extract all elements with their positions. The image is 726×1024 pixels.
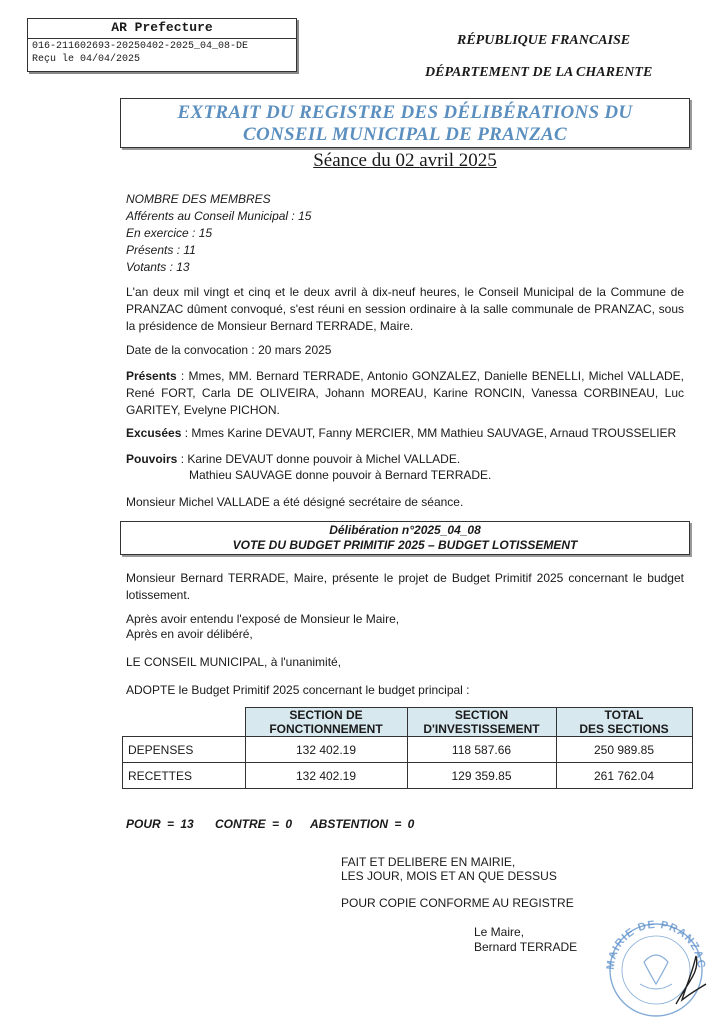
title-line-1: EXTRAIT DU REGISTRE DES DÉLIBÉRATIONS DU — [177, 102, 633, 123]
mayor-name: Bernard TERRADE — [474, 940, 578, 954]
title-line-2: CONSEIL MUNICIPAL DE PRANZAC — [243, 124, 567, 145]
members-exercice: En exercice : 15 — [126, 226, 213, 240]
table-header-row — [123, 708, 693, 737]
convocation-date: Date de la convocation : 20 mars 2025 — [126, 343, 332, 357]
presentation-paragraph: Monsieur Bernard TERRADE, Maire, présente le projet de Budget Primitif 2025 concernant le budget lotissement. — [126, 571, 684, 602]
adopt-line: ADOPTE le Budget Primitif 2025 concernant le budget principal : — [126, 683, 470, 697]
document-title-box — [120, 98, 690, 148]
vote-pour: POUR = 13 — [126, 817, 194, 831]
members-votants: Votants : 13 — [126, 260, 190, 274]
presents-paragraph — [126, 368, 684, 419]
stamp-received-date: Reçu le 04/04/2025 — [32, 54, 141, 65]
cell-investissement: 118 587.66 — [407, 737, 556, 763]
secretary-line: Monsieur Michel VALLADE a été désigné secrétaire de séance. — [126, 495, 464, 509]
excusees-label: Excusées — [126, 426, 182, 440]
department-header: DÉPARTEMENT DE LA CHARENTE — [425, 65, 653, 80]
closing-line-2: LES JOUR, MOIS ET AN QUE DESSUS — [341, 869, 557, 883]
table-row — [123, 763, 693, 789]
members-presents: Présents : 11 — [126, 243, 196, 257]
pouvoirs-2: Mathieu SAUVAGE donne pouvoir à Bernard TERRADE. — [189, 468, 492, 482]
cell-total: 250 989.85 — [556, 737, 692, 763]
presents-label: Présents — [126, 369, 177, 383]
prefecture-receipt-stamp — [27, 18, 297, 72]
cell-fonctionnement: 132 402.19 — [245, 763, 407, 789]
vote-contre: CONTRE = 0 — [215, 817, 293, 831]
council-unanimity: LE CONSEIL MUNICIPAL, à l'unanimité, — [126, 655, 342, 669]
pouvoirs-label: Pouvoirs — [126, 452, 178, 466]
republic-header: RÉPUBLIQUE FRANCAISE — [457, 33, 631, 48]
after-deliberation: Après en avoir délibéré, — [126, 627, 253, 641]
excusees-line — [126, 426, 676, 440]
deliberation-subject: VOTE DU BUDGET PRIMITIF 2025 – BUDGET LOTISSEMENT — [232, 538, 578, 552]
deliberation-box — [120, 521, 690, 555]
pouvoirs-line — [126, 452, 460, 466]
stamp-details — [28, 38, 296, 71]
table-corner — [123, 708, 246, 737]
town-hall-seal-icon — [596, 912, 716, 1017]
stamp-reference: 016-211602693-20250402-2025_04_08-DE — [32, 41, 249, 52]
table-row — [123, 737, 693, 763]
row-label: DEPENSES — [123, 737, 246, 763]
header-investissement: SECTION D'INVESTISSEMENT — [407, 708, 556, 737]
presents-list: : Mmes, MM. Bernard TERRADE, Antonio GONZALEZ, Danielle BENELLI, Michel VALLADE, René FORT, Carla DE OLIVEIRA, Johann MOREAU, Karine RONCIN, Vanessa CORBINEAU, Luc GARITEY, Evelyne PICHON. — [126, 369, 684, 417]
vote-abstention: ABSTENTION = 0 — [310, 817, 415, 831]
cell-fonctionnement: 132 402.19 — [245, 737, 407, 763]
members-heading: NOMBRE DES MEMBRES — [126, 192, 271, 206]
members-afferents: Afférents au Conseil Municipal : 15 — [126, 209, 312, 223]
svg-text:MAIRIE DE PRANZAC: MAIRIE DE PRANZAC — [604, 918, 708, 971]
row-label: RECETTES — [123, 763, 246, 789]
cell-investissement: 129 359.85 — [407, 763, 556, 789]
header-total: TOTAL DES SECTIONS — [556, 708, 692, 737]
header-fonctionnement: SECTION DE FONCTIONNEMENT — [245, 708, 407, 737]
stamp-title: AR Prefecture — [111, 20, 213, 35]
session-date: Séance du 02 avril 2025 — [313, 150, 497, 171]
excusees-list: : Mmes Karine DEVAUT, Fanny MERCIER, MM Mathieu SAUVAGE, Arnaud TROUSSELIER — [181, 426, 677, 440]
intro-paragraph: L'an deux mil vingt et cinq et le deux avril à dix-neuf heures, le Conseil Municipal de la Commune de PRANZAC dûment convoqué, s'est réuni en session ordinaire à la salle communale de PRANZAC, sous la présidence de Monsieur Bernard TERRADE, Maire. — [126, 285, 684, 333]
cell-total: 261 762.04 — [556, 763, 692, 789]
pouvoirs-1: : Karine DEVAUT donne pouvoir à Michel VALLADE. — [177, 452, 461, 466]
after-exposition: Après avoir entendu l'exposé de Monsieur le Maire, — [126, 612, 400, 626]
mayor-role: Le Maire, — [474, 925, 525, 939]
deliberation-number: Délibération n°2025_04_08 — [329, 523, 481, 537]
closing-line-1: FAIT ET DELIBERE EN MAIRIE, — [341, 855, 516, 869]
budget-table — [122, 707, 693, 789]
certified-copy: POUR COPIE CONFORME AU REGISTRE — [341, 896, 574, 910]
